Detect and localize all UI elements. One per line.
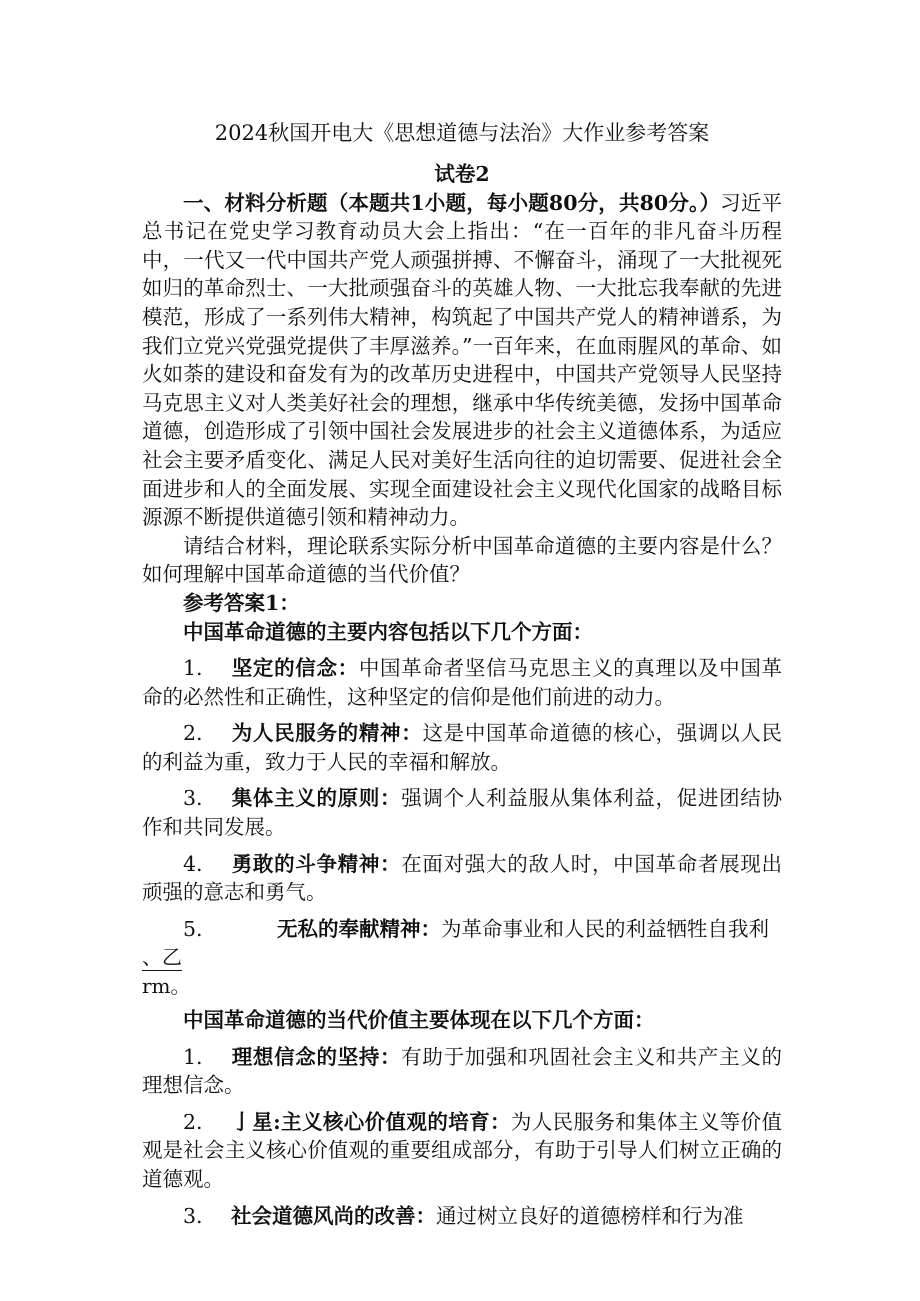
list-item — [142, 915, 782, 944]
item-text: 在面对强大的敌人时，中国革命者展现出顽强的意志和勇气。 — [142, 851, 783, 905]
item-text: 强调个人利益服从集体利益，促进团结协作和共同发展。 — [142, 786, 783, 840]
list-item — [142, 719, 782, 776]
item-number: 3. — [183, 786, 203, 811]
item-term: 勇敢的斗争精神： — [231, 851, 402, 876]
list-item — [142, 1043, 782, 1100]
ocr-artifact-line — [142, 943, 782, 972]
item-term: 集体主义的原则： — [231, 786, 402, 811]
section-heading: 一、材料分析题（本题共1小题，每小题80分，共80分。） — [183, 190, 721, 215]
list-item — [142, 1202, 782, 1231]
list-item — [142, 784, 782, 841]
part2-heading: 中国革命道德的当代价值主要体现在以下几个方面： — [183, 1008, 655, 1033]
exam-paper-label: 试卷2 — [434, 162, 490, 186]
list-item — [142, 850, 782, 907]
item-number: 2. — [183, 1109, 203, 1134]
answer-label: 参考答案1： — [183, 590, 300, 615]
item-number: 1. — [183, 1044, 203, 1069]
document-page — [142, 118, 782, 1230]
document-title: 2024秋国开电大《思想道德与法治》大作业参考答案 — [214, 121, 710, 145]
item-text: 中国革命者坚信马克思主义的真理以及中国革命的必然性和正确性，这种坚定的信仰是他们前进的动力。 — [142, 656, 783, 709]
item-number: 4. — [183, 851, 203, 876]
material-paragraph — [142, 189, 782, 532]
item-number: 1. — [183, 656, 203, 681]
item-text: 为人民服务和集体主义等价值观是社会主义核心价值观的重要组成部分，有助于引导人们树立正确的道德观。 — [142, 1109, 782, 1191]
item-text: 为革命事业和人民的利益牺牲自我利 — [441, 916, 769, 941]
ocr-artifact-line: rm。 — [142, 974, 191, 999]
item-term: 坚定的信念： — [231, 656, 359, 681]
item-term: 理想信念的坚持： — [231, 1044, 402, 1069]
item-number: 2. — [183, 721, 203, 746]
material-text: 习近平总书记在党史学习教育动员大会上指出：“在一百年的非凡奋斗历程中，一代又一代中国共产党人顽强拼搏、不懈奋斗，涌现了一大批视死如归的革命烈士、一大批顽强奋斗的英雄人物、一大批忘我奉献的先进模范，形成了一系列伟大精神，构筑起了中国共产党人的精神谱系，为我们立党兴党强党提供了丰厚滋养。”一百年来，在血雨腥风的革命、如火如荼的建设和奋发有为的改革历史进程中，中国共产党领导人民坚持马克思主义对人类美好社会的理想，继承中华传统美德，发扬中国革命道德，创造形成了引领中国社会发展进步的社会主义道德体系，为适应社会主要矛盾变化、满足人民对美好生活向往的迫切需要、促进社会全面进步和人的全面发展、实现全面建设社会主义现代化国家的战略目标源源不断提供道德引领和精神动力。 — [142, 190, 782, 530]
list-item — [142, 1108, 782, 1194]
item-term: 社会道德风尚的改善： — [231, 1203, 436, 1228]
item-number: 3. — [183, 1203, 203, 1228]
item-term: 亅星:主义核心价值观的培育： — [231, 1109, 511, 1134]
item-text: 有助于加强和巩固社会主义和共产主义的理想信念。 — [142, 1044, 783, 1098]
item-term: 为人民服务的精神： — [231, 721, 423, 746]
ocr-artifact-text: 、乙 — [142, 945, 182, 970]
item-number: 5. — [183, 916, 203, 941]
question-text: 请结合材料，理论联系实际分析中国革命道德的主要内容是什么？如何理解中国革命道德的当代价值？ — [142, 533, 782, 587]
part1-heading: 中国革命道德的主要内容包括以下几个方面： — [183, 619, 593, 644]
item-text: 这是中国革命道德的核心，强调以人民的利益为重，致力于人民的幸福和解放。 — [142, 721, 783, 774]
item-term: 无私的奉献精神： — [277, 916, 441, 941]
list-item — [142, 654, 782, 711]
item-text: 通过树立良好的道德榜样和行为准 — [436, 1203, 744, 1228]
